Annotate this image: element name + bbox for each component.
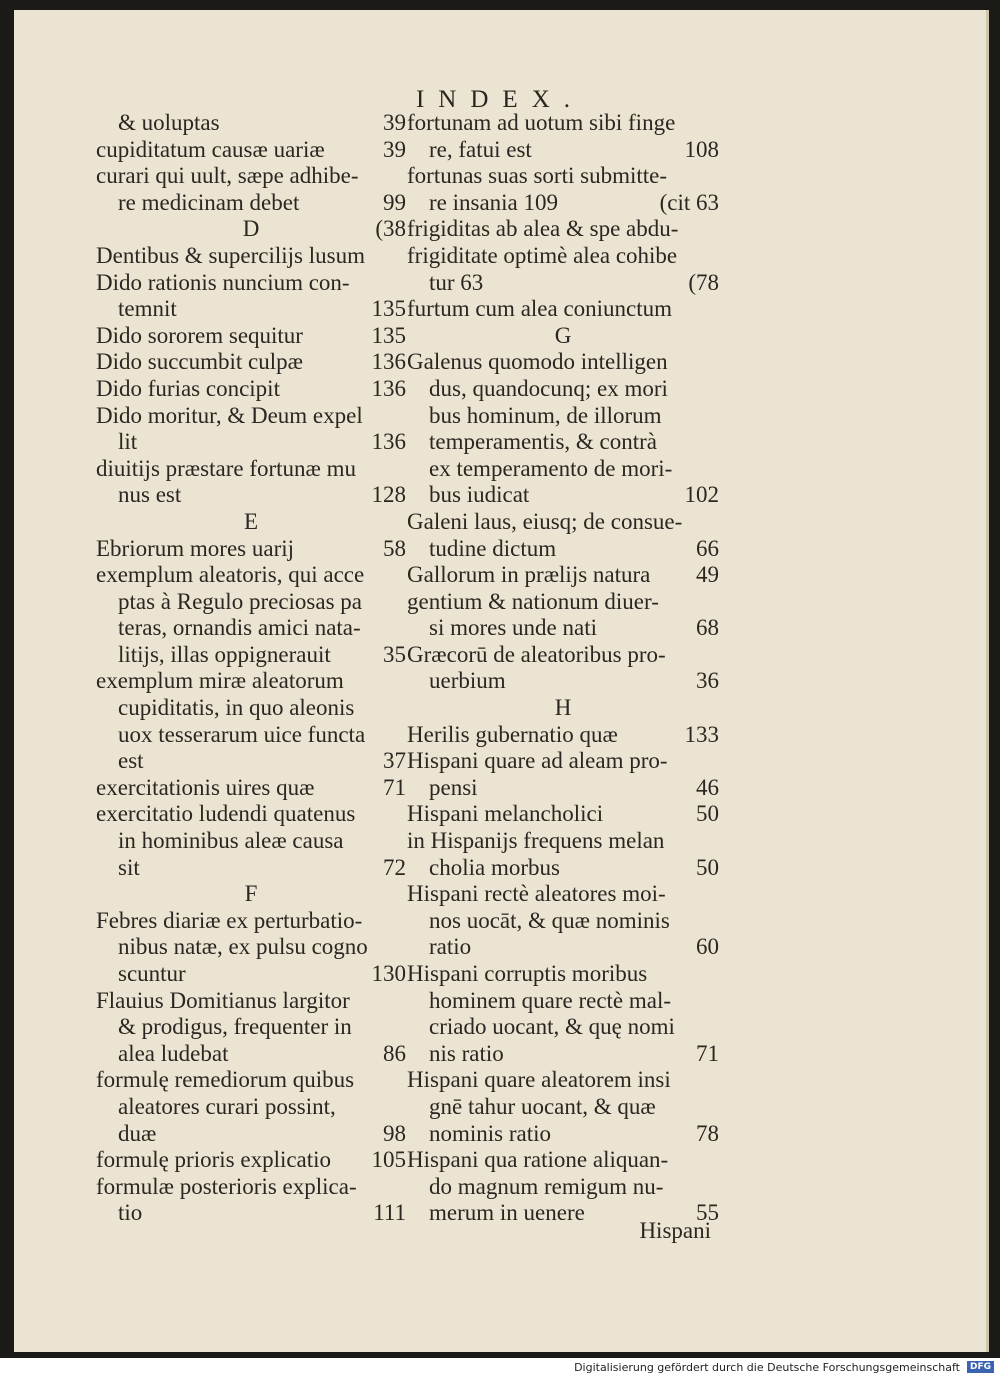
index-entry xyxy=(407,1174,719,1201)
index-entry xyxy=(407,190,719,217)
index-entry xyxy=(407,349,719,376)
entry-text: hominem quare rectè mal- xyxy=(429,987,672,1013)
index-entry xyxy=(407,376,719,403)
dfg-logo: DFG xyxy=(967,1361,994,1373)
index-entry xyxy=(407,589,719,616)
entry-text: aleatores curari possint, xyxy=(118,1093,336,1119)
entry-text: ex temperamento de mori- xyxy=(429,455,673,481)
entry-text: Hispani corruptis moribus xyxy=(407,961,648,986)
entry-text: nus est xyxy=(118,482,182,508)
index-entry xyxy=(96,296,406,323)
entry-text: teras, ornandis amici nata- xyxy=(118,615,361,641)
index-entry xyxy=(407,536,719,563)
page-number: 135 xyxy=(371,296,406,322)
index-entry xyxy=(407,429,719,456)
footer-credit: Digitalisierung gefördert durch die Deutsche Forschungsgemeinschaft xyxy=(574,1361,960,1374)
entry-text: re insania 109 xyxy=(429,189,559,215)
entry-text: Dido sororem sequitur xyxy=(96,322,303,348)
index-entry xyxy=(96,243,406,270)
entry-text: frigiditate optimè alea cohibe xyxy=(407,242,678,268)
index-entry xyxy=(407,323,719,350)
index-entry xyxy=(407,748,719,775)
index-entry xyxy=(96,429,406,456)
page-number: (cit 63 xyxy=(659,189,719,215)
index-entry xyxy=(407,509,719,536)
index-entry xyxy=(407,296,719,323)
index-entry xyxy=(407,403,719,430)
catchword: Hispani xyxy=(639,1218,711,1243)
index-entry xyxy=(96,270,406,297)
entry-text: cupiditatum causæ uariæ xyxy=(96,136,325,162)
page-number: 98 xyxy=(383,1120,406,1146)
footer xyxy=(0,1358,1000,1378)
index-entry xyxy=(96,163,406,190)
entry-text: alea ludebat xyxy=(118,1040,229,1066)
index-entry xyxy=(96,988,406,1015)
entry-text: gentium & nationum diuer- xyxy=(407,588,659,614)
page-number: 102 xyxy=(684,482,719,508)
index-entry xyxy=(96,748,406,775)
entry-text: cupiditatis, in quo aleonis xyxy=(118,695,355,721)
entry-text: nis ratio xyxy=(429,1040,504,1066)
entry-text: duæ xyxy=(118,1120,157,1146)
index-entry xyxy=(96,1067,406,1094)
index-entry xyxy=(407,243,719,270)
entry-text: F xyxy=(244,881,258,907)
entry-text: in Hispanijs frequens melan xyxy=(407,828,665,854)
index-entry xyxy=(407,456,719,483)
entry-text: frigiditas ab alea & spe abdu- xyxy=(407,216,679,242)
page-number: 37 xyxy=(383,748,406,774)
page-number: 136 xyxy=(371,429,406,455)
page-number: 72 xyxy=(383,854,406,880)
page-number: 46 xyxy=(696,774,719,800)
page-number: 55 xyxy=(696,1200,719,1226)
page-number: 130 xyxy=(371,961,406,986)
index-entry xyxy=(407,801,719,828)
entry-text: pensi xyxy=(429,774,478,800)
index-entry xyxy=(407,908,719,935)
entry-text: tio xyxy=(118,1200,143,1226)
entry-text: Dido furias concipit xyxy=(96,375,280,401)
entry-text: scuntur xyxy=(118,961,186,986)
index-entry xyxy=(407,110,719,137)
index-entry xyxy=(96,589,406,616)
index-entry xyxy=(96,801,406,828)
index-entry xyxy=(96,190,406,217)
index-entry xyxy=(407,1067,719,1094)
entry-text: bus hominum, de illorum xyxy=(429,402,662,428)
entry-text: nominis ratio xyxy=(429,1120,552,1146)
index-entry xyxy=(96,722,406,749)
index-entry xyxy=(407,562,719,589)
index-entry xyxy=(96,323,406,350)
index-entry xyxy=(96,509,406,536)
entry-text: Dentibus & supercilijs lusum xyxy=(96,242,365,268)
entry-text: Galenus quomodo intelligen xyxy=(407,349,668,375)
entry-text: Dido succumbit culpæ xyxy=(96,349,303,375)
page-number: 68 xyxy=(696,615,719,641)
index-entry xyxy=(407,270,719,297)
entry-text: Gallorum in prælijs natura xyxy=(407,562,651,588)
page-number: 128 xyxy=(371,482,406,508)
index-entry xyxy=(96,961,406,988)
entry-text: lit xyxy=(118,429,138,455)
entry-text: Hispani quare aleatorem insi xyxy=(407,1067,671,1093)
index-entry xyxy=(407,668,719,695)
index-entry xyxy=(96,110,406,137)
index-entry xyxy=(407,1147,719,1174)
entry-text: re medicinam debet xyxy=(118,189,300,215)
entry-text: bus iudicat xyxy=(429,482,530,508)
index-entry xyxy=(96,1200,406,1227)
index-entry xyxy=(407,881,719,908)
index-entry xyxy=(96,615,406,642)
page-number: (38 xyxy=(375,216,406,242)
index-entry xyxy=(407,722,719,749)
index-column-right xyxy=(407,110,719,1227)
index-entry xyxy=(407,482,719,509)
entry-text: Dido moritur, & Deum expel xyxy=(96,402,363,428)
entry-text: furtum cum alea coniunctum xyxy=(407,296,673,322)
index-entry xyxy=(96,695,406,722)
index-entry xyxy=(96,482,406,509)
index-entry xyxy=(407,137,719,164)
entry-text: Hispani melancholici xyxy=(407,801,604,827)
entry-text: nibus natæ, ex pulsu cogno xyxy=(118,934,368,960)
index-entry xyxy=(96,934,406,961)
entry-text: si mores unde nati xyxy=(429,615,597,641)
index-entry xyxy=(407,828,719,855)
entry-text: Flauius Domitianus largitor xyxy=(96,987,350,1013)
entry-text: E xyxy=(243,508,259,534)
entry-text: re, fatui est xyxy=(429,136,532,162)
page-number: (78 xyxy=(688,269,719,295)
index-entry xyxy=(96,775,406,802)
page-number: 105 xyxy=(371,1147,406,1173)
page-number: 50 xyxy=(696,854,719,880)
entry-text: temperamentis, & contrà xyxy=(429,429,658,455)
entry-text: formulę prioris explicatio xyxy=(96,1147,332,1173)
book-page xyxy=(14,10,989,1352)
page-number: 35 xyxy=(383,641,406,667)
entry-text: Hispani qua ratione aliquan- xyxy=(407,1147,669,1173)
index-entry xyxy=(407,988,719,1015)
entry-text: est xyxy=(118,748,144,774)
entry-text: litijs, illas oppignerauit xyxy=(118,641,331,667)
page-number: 36 xyxy=(696,668,719,694)
index-entry xyxy=(96,1147,406,1174)
page-header: INDEX. xyxy=(415,86,584,113)
entry-text: curari qui uult, sæpe adhibe- xyxy=(96,163,359,189)
index-entry xyxy=(96,1174,406,1201)
entry-text: sit xyxy=(118,854,140,880)
index-entry xyxy=(96,1041,406,1068)
entry-text: gnē tahur uocant, & quæ xyxy=(429,1093,656,1119)
entry-text: & uoluptas xyxy=(118,110,220,135)
entry-text: merum in uenere xyxy=(429,1200,585,1226)
entry-text: fortunas suas sorti submitte- xyxy=(407,163,667,189)
index-entry xyxy=(407,934,719,961)
page-number: 136 xyxy=(371,349,406,375)
entry-text: temnit xyxy=(118,296,177,322)
entry-text: Febres diariæ ex perturbatio- xyxy=(96,907,363,933)
entry-text: cholia morbus xyxy=(429,854,560,880)
page-number: 49 xyxy=(696,562,719,588)
entry-text: exercitationis uires quæ xyxy=(96,774,315,800)
index-entry xyxy=(407,775,719,802)
entry-text: Hispani quare ad aleam pro- xyxy=(407,748,668,774)
index-entry xyxy=(407,961,719,988)
index-entry xyxy=(96,908,406,935)
page-number: 78 xyxy=(696,1120,719,1146)
entry-text: Hispani rectè aleatores moi- xyxy=(407,881,666,907)
page-number: 60 xyxy=(696,934,719,960)
index-entry xyxy=(96,881,406,908)
page-number: 135 xyxy=(371,322,406,348)
entry-text: G xyxy=(554,322,572,348)
entry-text: Herilis gubernatio quæ xyxy=(407,721,618,747)
index-entry xyxy=(407,163,719,190)
entry-text: exemplum miræ aleatorum xyxy=(96,668,344,694)
entry-text: & prodigus, frequenter in xyxy=(118,1014,352,1040)
index-entry xyxy=(96,828,406,855)
index-entry xyxy=(407,1094,719,1121)
entry-text: in hominibus aleæ causa xyxy=(118,828,344,854)
entry-text: nos uocāt, & quæ nominis xyxy=(429,907,670,933)
index-entry xyxy=(407,1041,719,1068)
index-entry xyxy=(96,216,406,243)
index-entry xyxy=(96,1094,406,1121)
index-entry xyxy=(96,456,406,483)
entry-text: exercitatio ludendi quatenus xyxy=(96,801,356,827)
index-entry xyxy=(407,695,719,722)
page-number: 136 xyxy=(371,375,406,401)
index-entry xyxy=(407,642,719,669)
index-entry xyxy=(96,668,406,695)
index-entry xyxy=(96,349,406,376)
entry-text: formulæ posterioris explica- xyxy=(96,1173,357,1199)
index-entry xyxy=(407,615,719,642)
index-entry xyxy=(96,562,406,589)
page-number: 58 xyxy=(383,535,406,561)
page-number: 39 xyxy=(383,136,406,162)
entry-text: Græcorū de aleatoribus pro- xyxy=(407,641,666,667)
entry-text: diuitijs præstare fortunæ mu xyxy=(96,455,357,481)
page-number: 71 xyxy=(383,774,406,800)
entry-text: uox tesserarum uice functa xyxy=(118,721,366,747)
index-entry xyxy=(407,855,719,882)
page-number: 50 xyxy=(696,801,719,827)
entry-text: ratio xyxy=(429,934,472,960)
index-entry xyxy=(96,1014,406,1041)
index-entry xyxy=(407,1121,719,1148)
page-number: 86 xyxy=(383,1040,406,1066)
index-entry xyxy=(96,855,406,882)
index-entry xyxy=(96,1121,406,1148)
entry-text: H xyxy=(554,695,572,721)
entry-text: D xyxy=(242,216,260,242)
entry-text: fortunam ad uotum sibi finge xyxy=(407,110,676,135)
entry-text: Galeni laus, eiusq; de consue- xyxy=(407,508,683,534)
entry-text: do magnum remigum nu- xyxy=(429,1173,664,1199)
entry-text: tudine dictum xyxy=(429,535,557,561)
entry-text: criado uocant, & quę nomi xyxy=(429,1014,675,1040)
page-number: 71 xyxy=(696,1040,719,1066)
entry-text: uerbium xyxy=(429,668,506,694)
index-entry xyxy=(96,376,406,403)
entry-text: exemplum aleatoris, qui acce xyxy=(96,562,365,588)
entry-text: ptas à Regulo preciosas pa xyxy=(118,588,362,614)
entry-text: Ebriorum mores uarij xyxy=(96,535,295,561)
page-number: 99 xyxy=(383,189,406,215)
index-entry xyxy=(96,642,406,669)
page-number: 108 xyxy=(684,136,719,162)
index-column-left xyxy=(96,110,406,1227)
entry-text: dus, quandocunq; ex mori xyxy=(429,375,668,401)
page-number: 133 xyxy=(684,721,719,747)
page-number: 66 xyxy=(696,535,719,561)
index-entry xyxy=(96,536,406,563)
index-entry xyxy=(96,403,406,430)
index-entry xyxy=(407,216,719,243)
entry-text: formulę remediorum quibus xyxy=(96,1067,355,1093)
page-number: 111 xyxy=(373,1200,406,1226)
index-entry xyxy=(96,137,406,164)
entry-text: tur 63 xyxy=(429,269,484,295)
entry-text: Dido rationis nuncium con- xyxy=(96,269,350,295)
index-entry xyxy=(407,1014,719,1041)
page-number: 39 xyxy=(383,110,406,135)
